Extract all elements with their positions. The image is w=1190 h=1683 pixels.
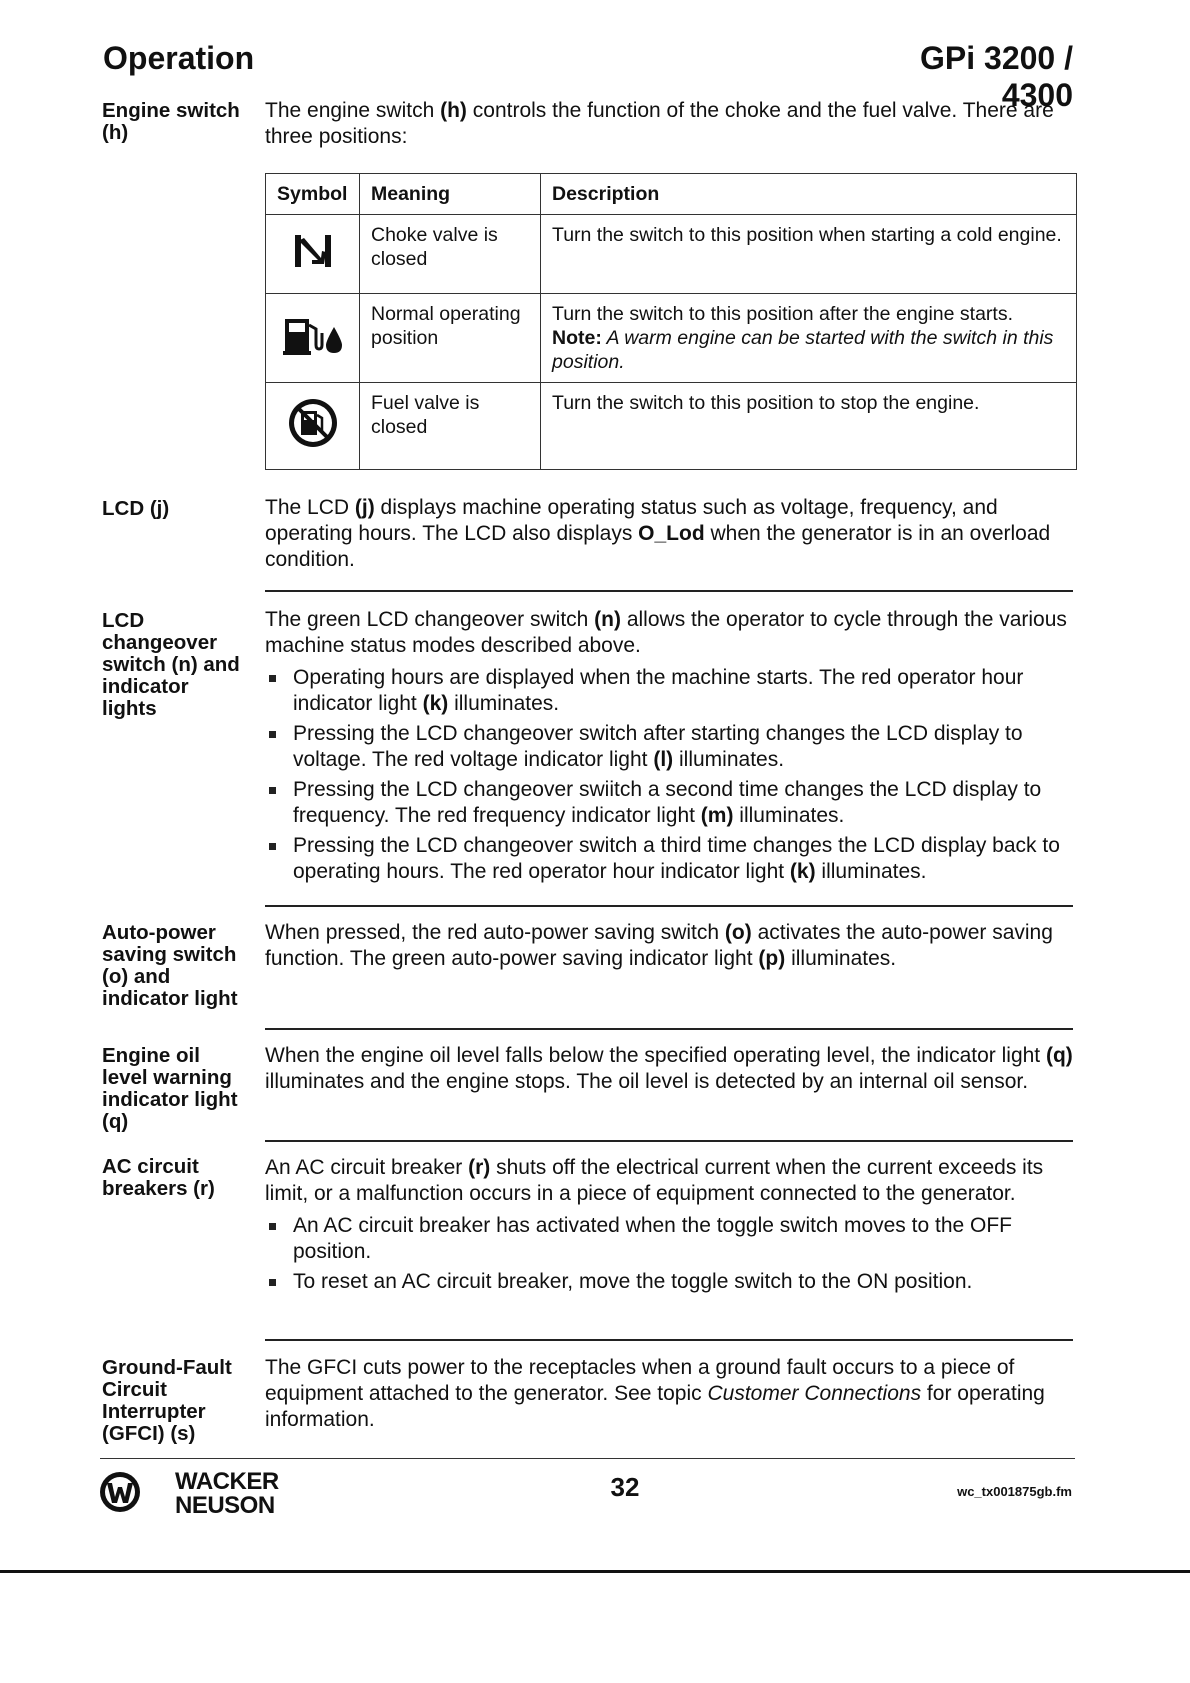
table-header-description: Description bbox=[541, 174, 1077, 215]
list-item: Pressing the LCD changeover switch a third time changes the LCD display back to operating hours. The red operator hour indicator light (k) illuminates. bbox=[265, 833, 1080, 885]
section-title: Operation bbox=[103, 40, 255, 76]
description-text: Turn the switch to this position after the engine starts. bbox=[552, 303, 1014, 325]
oil-warning-label: Engine oil level warning indicator light (q) bbox=[102, 1044, 238, 1133]
engine-switch-table bbox=[265, 173, 1077, 470]
gfci-text: The GFCI cuts power to the receptacles when a ground fault occurs to a piece of equipment attached to the generator. See topic Customer Connections for operating information. bbox=[265, 1356, 1045, 1431]
fuel-pump-drop-icon bbox=[282, 313, 344, 357]
table-row bbox=[266, 383, 1077, 470]
table-header-meaning: Meaning bbox=[360, 174, 541, 215]
model-title: GPi 3200 / 4300 bbox=[920, 40, 1073, 113]
oil-warning-text: When the engine oil level falls below the specified operating level, the indicator light (q) illuminates and the engine stops. The oil level is detected by an internal oil sensor. bbox=[265, 1044, 1073, 1093]
section-divider bbox=[265, 1339, 1073, 1341]
ac-breakers-intro: An AC circuit breaker (r) shuts off the electrical current when the current exceeds its limit, or a malfunction occurs in a piece of equipment connected to the generator. bbox=[265, 1156, 1044, 1205]
auto-power-label: Auto-power saving switch (o) and indicator light bbox=[102, 921, 238, 1010]
lcd-changeover-label: LCD changeover switch (n) and indicator lights bbox=[102, 609, 240, 720]
file-reference: wc_tx001875gb.fm bbox=[957, 1484, 1072, 1499]
page-number: 32 bbox=[610, 1472, 640, 1502]
choke-icon bbox=[291, 231, 335, 271]
ac-breakers-text bbox=[265, 1155, 1080, 1299]
note-text: Note: A warm engine can be started with the switch in this position. bbox=[552, 327, 1054, 373]
list-item: Operating hours are displayed when the machine starts. The red operator hour indicator light (k) illuminates. bbox=[265, 665, 1080, 717]
lcd-text: The LCD (j) displays machine operating status such as voltage, frequency, and operating hours. The LCD also displays O_Lod when the generator is in an overload condition. bbox=[265, 496, 1051, 571]
table-row bbox=[266, 215, 1077, 294]
list-item: Pressing the LCD changeover swiitch a second time changes the LCD display to frequency. The red frequency indicator light (m) illuminates. bbox=[265, 777, 1080, 829]
meaning-cell: Choke valve is closed bbox=[360, 215, 541, 294]
lcd-label: LCD (j) bbox=[102, 497, 170, 520]
list-item: Pressing the LCD changeover switch after starting changes the LCD display to voltage. The red voltage indicator light (l) illuminates. bbox=[265, 721, 1080, 773]
lcd-changeover-text bbox=[265, 607, 1080, 889]
footer-divider bbox=[100, 1458, 1075, 1459]
ac-breakers-list bbox=[265, 1213, 1080, 1295]
meaning-cell: Fuel valve is closed bbox=[360, 383, 541, 470]
list-item: An AC circuit breaker has activated when the toggle switch moves to the OFF position. bbox=[265, 1213, 1080, 1265]
brand-name bbox=[175, 1470, 279, 1518]
scan-edge-line bbox=[0, 1570, 1190, 1573]
section-divider bbox=[265, 590, 1073, 592]
section-divider bbox=[265, 1028, 1073, 1030]
fuel-off-icon bbox=[286, 396, 340, 450]
table-row bbox=[266, 294, 1077, 383]
section-divider bbox=[265, 1140, 1073, 1142]
description-cell: Turn the switch to this position when starting a cold engine. bbox=[541, 215, 1077, 294]
description-cell bbox=[541, 294, 1077, 383]
engine-switch-label: Engine switch (h) bbox=[102, 99, 240, 144]
ac-breakers-label: AC circuit breakers (r) bbox=[102, 1155, 215, 1200]
engine-switch-text: The engine switch (h) controls the function of the choke and the fuel valve. There are three positions: bbox=[265, 99, 1054, 148]
table-header-symbol: Symbol bbox=[266, 174, 360, 215]
brand-line: NEUSON bbox=[175, 1492, 275, 1519]
lcd-changeover-intro: The green LCD changeover switch (n) allows the operator to cycle through the various machine status modes described above. bbox=[265, 608, 1067, 657]
auto-power-text: When pressed, the red auto-power saving switch (o) activates the auto-power saving function. The green auto-power saving indicator light (p) illuminates. bbox=[265, 921, 1053, 970]
meaning-cell: Normal operating position bbox=[360, 294, 541, 383]
wacker-neuson-logo-icon bbox=[98, 1470, 142, 1514]
gfci-label: Ground-Fault Circuit Interrupter (GFCI) (s) bbox=[102, 1356, 232, 1445]
section-divider bbox=[265, 905, 1073, 907]
description-cell: Turn the switch to this position to stop the engine. bbox=[541, 383, 1077, 470]
list-item: To reset an AC circuit breaker, move the toggle switch to the ON position. bbox=[265, 1269, 1080, 1295]
brand-line: WACKER bbox=[175, 1468, 279, 1495]
lcd-changeover-list bbox=[265, 665, 1080, 885]
